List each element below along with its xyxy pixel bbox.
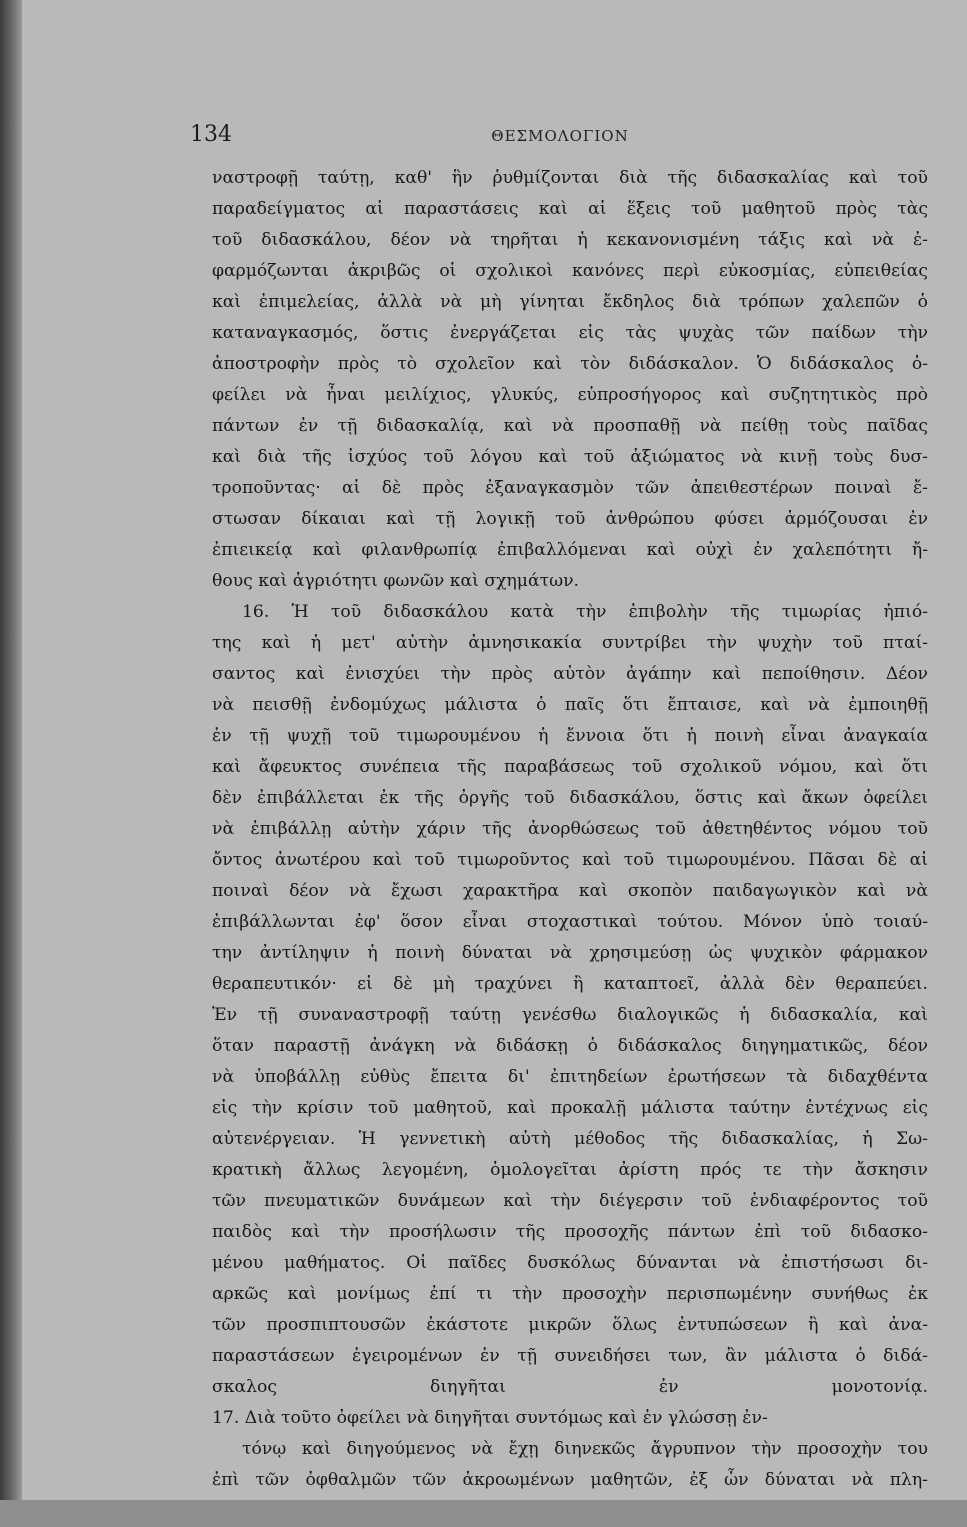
text-line: φείλει νὰ ἦναι μειλίχιος, γλυκύς, εὐπροσήγορος καὶ συζητητικὸς πρὸ — [212, 385, 928, 405]
text-line: φαρμόζωνται ἀκριβῶς οἱ σχολικοὶ κανόνες περὶ εὐκοσμίας, εὐπειθείας — [212, 261, 928, 281]
text-line: Ἐν τῇ συναναστροφῇ ταύτῃ γενέσθω διαλογικῶς ἡ διδασκαλία, καὶ — [212, 1005, 928, 1025]
text-line — [212, 1496, 928, 1527]
text-line: μένου μαθήματος. Οἱ παῖδες δυσκόλως δύνανται νὰ ἐπιστήσωσι δι- — [212, 1253, 928, 1273]
text-line: τροποῦντας· αἱ δὲ πρὸς ἐξαναγκασμὸν τῶν ἀπειθεστέρων ποιναὶ ἔ- — [212, 478, 928, 498]
text-line: νὰ ἐπιβάλλῃ αὐτὴν χάριν τῆς ἀνορθώσεως τοῦ ἀθετηθέντος νόμου τοῦ — [212, 819, 928, 839]
text-line: ἐπιβάλλωνται ἐφ' ὅσον εἶναι στοχαστικαὶ τούτου. Μόνον ὑπὸ τοιαύ- — [212, 912, 928, 932]
text-line: ὅταν παραστῇ ἀνάγκη νὰ διδάσκῃ ὁ διδάσκαλος διηγηματικῶς, δέον — [212, 1036, 928, 1056]
text-line: καταναγκασμός, ὅστις ἐνεργάζεται εἰς τὰς ψυχὰς τῶν παίδων τὴν — [212, 323, 928, 343]
text-line: ὄντος ἀνωτέρου καὶ τοῦ τιμωροῦντος καὶ τοῦ τιμωρουμένου. Πᾶσαι δὲ αἱ — [212, 850, 928, 870]
text-line: καὶ ἐπιμελείας, ἀλλὰ νὰ μὴ γίνηται ἔκδηλος διὰ τρόπων χαλεπῶν ὁ — [212, 292, 928, 312]
text-line: καὶ διὰ τῆς ἰσχύος τοῦ λόγου καὶ τοῦ ἀξιώματος νὰ κινῇ τοὺς δυσ- — [212, 447, 928, 467]
book-page — [22, 0, 967, 1500]
text-line: θεραπευτικόν· εἰ δὲ μὴ τραχύνει ἢ καταπτοεῖ, ἀλλὰ δὲν θεραπεύει. — [212, 974, 928, 994]
text-line: παραδείγματος αἱ παραστάσεις καὶ αἱ ἕξεις τοῦ μαθητοῦ πρὸς τὰς — [212, 199, 928, 219]
body-text — [212, 163, 928, 1527]
running-title: ΘΕΣΜΟΛΟΓΙΟΝ — [491, 127, 629, 145]
text-line: ναστροφῇ ταύτῃ, καθ' ἣν ῥυθμίζονται διὰ τῆς διδασκαλίας καὶ τοῦ — [212, 168, 928, 188]
text-line: την ἀντίληψιν ἡ ποινὴ δύναται νὰ χρησιμεύσῃ ὡς ψυχικὸν φάρμακον — [212, 943, 928, 963]
text-line: εἰς τὴν κρίσιν τοῦ μαθητοῦ, καὶ προκαλῇ μάλιστα ταύτην ἐντέχνως εἰς — [212, 1098, 928, 1118]
section-16-start: 16. Ἡ τοῦ διδασκάλου κατὰ τὴν ἐπιβολὴν τῆς τιμωρίας ἠπιό- — [242, 602, 928, 622]
page-header — [190, 122, 930, 152]
text-line: δὲν ἐπιβάλλεται ἐκ τῆς ὀργῆς τοῦ διδασκάλου, ὅστις καὶ ἄκων ὀφείλει — [212, 788, 928, 808]
text-line: σκαλος διηγῆται ἐν μονοτονίᾳ. — [212, 1377, 928, 1397]
text-line: σαντος καὶ ἐνισχύει τὴν πρὸς αὐτὸν ἀγάπην καὶ πεποίθησιν. Δέον — [212, 664, 928, 684]
text-line: αρκῶς καὶ μονίμως ἐπί τι τὴν προσοχὴν περισπωμένην συνήθως ἐκ — [212, 1284, 928, 1304]
text-line: της καὶ ἡ μετ' αὐτὴν ἀμνησικακία συντρίβει τὴν ψυχὴν τοῦ πταί- — [212, 633, 928, 653]
text-line: τῶν προσπιπτουσῶν ἑκάστοτε μικρῶν ὅλως ἐντυπώσεων ἢ καὶ ἀνα- — [212, 1315, 928, 1335]
section-17-start: τόνῳ καὶ διηγούμενος νὰ ἔχῃ διηνεκῶς ἄγρυπνον τὴν προσοχὴν του — [242, 1439, 928, 1459]
text-line: κρατικὴ ἄλλως λεγομένη, ὁμολογεῖται ἀρίστη πρός τε τὴν ἄσκησιν — [212, 1160, 928, 1180]
text-line: τοῦ διδασκάλου, δέον νὰ τηρῆται ἡ κεκανονισμένη τάξις καὶ νὰ ἐ- — [212, 230, 928, 250]
text-line: πάντων ἐν τῇ διδασκαλίᾳ, καὶ νὰ προσπαθῇ νὰ πείθῃ τοὺς παῖδας — [212, 416, 928, 436]
text-line: στωσαν δίκαιαι καὶ τῇ λογικῇ τοῦ ἀνθρώπου φύσει ἁρμόζουσαι ἐν — [212, 509, 928, 529]
text-line: παιδὸς καὶ τὴν προσήλωσιν τῆς προσοχῆς πάντων ἐπὶ τοῦ διδασκο- — [212, 1222, 928, 1242]
text-line: αὐτενέργειαν. Ἡ γεννετικὴ αὐτὴ μέθοδος τῆς διδασκαλίας, ἡ Σω- — [212, 1129, 928, 1149]
text-line: καὶ ἄφευκτος συνέπεια τῆς παραβάσεως τοῦ σχολικοῦ νόμου, καὶ ὅτι — [212, 757, 928, 777]
text-line: τῶν πνευματικῶν δυνάμεων καὶ τὴν διέγερσιν τοῦ ἐνδιαφέροντος τοῦ — [212, 1191, 928, 1211]
text-line: νὰ πεισθῇ ἐνδομύχως μάλιστα ὁ παῖς ὅτι ἔπταισε, καὶ νὰ ἐμποιηθῇ — [212, 695, 928, 715]
text-line: παραστάσεων ἐγειρομένων ἐν τῇ συνειδήσει των, ἂν μάλιστα ὁ διδά- — [212, 1346, 928, 1366]
book-gutter-shadow — [0, 0, 22, 1500]
text-line: 17. Διὰ τοῦτο ὀφείλει νὰ διηγῆται συντόμως καὶ ἐν γλώσσῃ ἐν- — [212, 1408, 768, 1428]
text-line: ποιναὶ δέον νὰ ἔχωσι χαρακτῆρα καὶ σκοπὸν παιδαγωγικὸν καὶ νὰ — [212, 881, 928, 901]
text-line: ἐν τῇ ψυχῇ τοῦ τιμωρουμένου ἡ ἔννοια ὅτι ἡ ποινὴ εἶναι ἀναγκαία — [212, 726, 928, 746]
text-line: ἐπὶ τῶν ὀφθαλμῶν τῶν ἀκροωμένων μαθητῶν, ἐξ ὧν δύναται νὰ πλη- — [212, 1470, 928, 1490]
text-line: ἐπιεικείᾳ καὶ φιλανθρωπίᾳ ἐπιβαλλόμεναι καὶ οὐχὶ ἐν χαλεπότητι ἤ- — [212, 540, 928, 560]
text-line: θους καὶ ἀγριότητι φωνῶν καὶ σχημάτων. — [212, 571, 580, 591]
page-number: 134 — [190, 122, 232, 147]
text-line: νὰ ὑποβάλλῃ εὐθὺς ἔπειτα δι' ἐπιτηδείων ἐρωτήσεων τὰ διδαχθέντα — [212, 1067, 928, 1087]
text-line: ἀποστροφὴν πρὸς τὸ σχολεῖον καὶ τὸν διδάσκαλον. Ὁ διδάσκαλος ὀ- — [212, 354, 928, 374]
